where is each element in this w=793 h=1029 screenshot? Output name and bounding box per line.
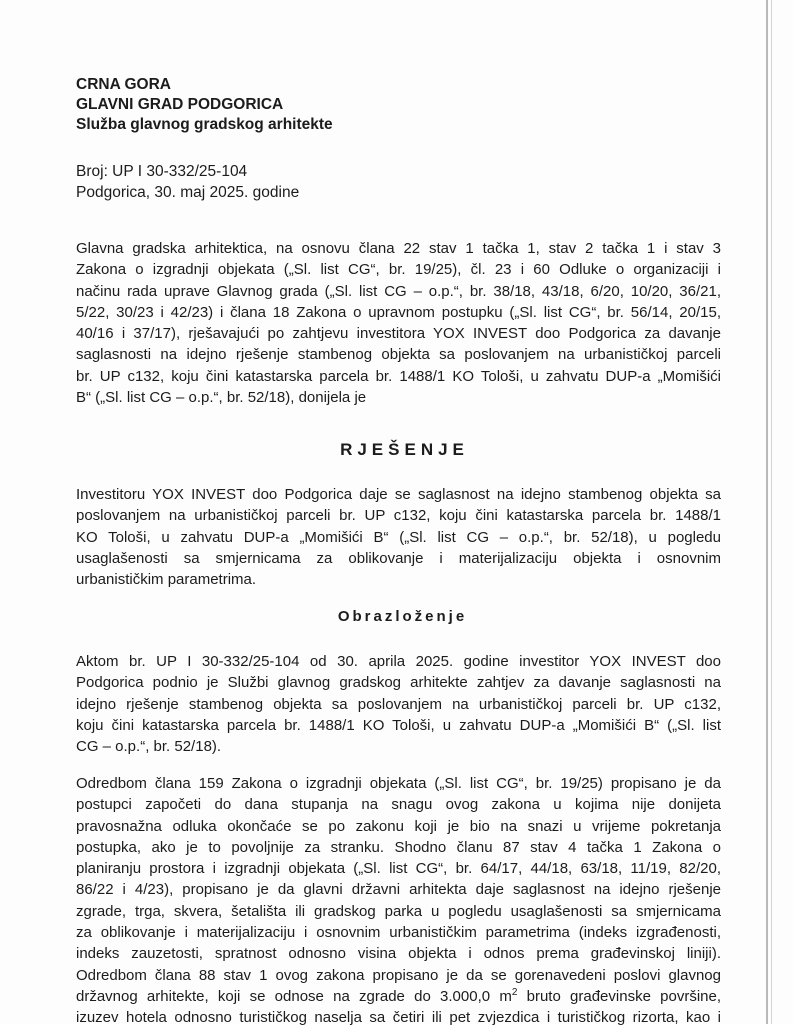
intro-paragraph [76,238,721,408]
decision-line: usaglašenosti sa smjernicama za oblikovanje i materijalizaciju objekta i osnovnim [76,549,721,567]
decision-line: urbanističkim parametrima. [76,571,257,589]
header-city: GLAVNI GRAD PODGORICA [76,96,284,113]
intro-line: Glavna gradska arhitektica, na osnovu člana 22 stav 1 tačka 1, stav 2 tačka 1 i stav 3 [76,240,721,257]
reasoning-line-area [76,986,721,1007]
intro-line: 40/16 i 37/17), rješavajući po zahtjevu investitora YOX INVEST doo Podgorica za davanje [76,325,721,343]
reasoning-line: pravosnažna odluka okončaće se po zakonu koji je bio na snazi u vrijeme pokretanja [76,817,721,835]
case-number: Broj: UP I 30-332/25-104 [76,163,248,180]
intro-line: načinu rada uprave Glavnog grada („Sl. list CG – o.p.“, br. 38/18, 43/18, 6/20, 10/20, 36/21, [76,282,721,300]
reasoning-line: postupka, ako je to povoljnije za stranku. Shodno članu 87 stav 4 tačka 1 Zakona o [76,838,721,856]
reasoning-line: za oblikovanje i materijalizaciju i osnovnim urbanističkim parametrima (indeks izgrađenosti, [76,924,721,942]
page-edge-line [766,0,768,1024]
decision-line: KO Tološi, u zahvatu DUP-a „Momišići B“ („Sl. list CG – o.p.“, br. 52/18), u pogledu [76,528,721,546]
reasoning-line: izuzev hotela odnosno turističkog naselja sa četiri ili pet zvjezdica i turističkog rizorta, kao i [76,1009,721,1027]
reasoning-line: Aktom br. UP I 30-332/25-104 od 30. aprila 2025. godine investitor YOX INVEST doo [76,653,721,670]
reasoning-line: zgrade, trga, skvera, šetališta ili gradskog parka u pogledu usaglašenosti sa smjernicama [76,902,721,920]
reasoning-paragraph-2 [76,773,721,1029]
intro-line: saglasnosti na idejno rješenje stambenog objekta sa poslovanjem na urbanističkoj parceli [76,346,721,364]
area-tail: bruto građevinske površine, [517,987,721,1005]
intro-line: br. UP c132, koju čini katastarska parcela br. 1488/1 KO Tološi, u zahvatu DUP-a „Momišići [76,367,721,385]
decision-line: poslovanjem na urbanističkoj parceli br. UP c132, koju čini katastarska parcela br. 1488/1 [76,507,721,525]
intro-line: Zakona o izgradnji objekata („Sl. list CG“, br. 19/25), čl. 23 i 60 Odluke o organizaciji i [76,261,721,279]
reasoning-title: Obrazloženje [337,608,468,625]
document-date: Podgorica, 30. maj 2025. godine [76,184,300,201]
reasoning-line: Odredbom člana 88 stav 1 ovog zakona propisano je da se gorenavedeni poslovi glavnog [76,966,721,984]
reasoning-line: postupci započeti do dana stupanja na snagu ovog zakona u kojima nije donijeta [76,796,721,814]
area-text: državnog arhitekte, koji se odnose na zgrade do 3.000,0 m [76,987,512,1005]
decision-paragraph [76,484,721,590]
reasoning-paragraph-1 [76,651,721,757]
document-header [76,75,333,135]
page-edge-line-secondary [771,0,772,1024]
reasoning-line: Odredbom člana 159 Zakona o izgradnji objekata („Sl. list CG“, br. 19/25) propisano je da [76,775,721,792]
intro-line: B“ („Sl. list CG – o.p.“, br. 52/18), donijela je [76,389,367,407]
reasoning-line: idejno rješenje stambenog objekta sa poslovanjem na urbanističkoj parceli br. UP c132, [76,695,721,713]
reasoning-line: CG – o.p.“, br. 52/18). [76,738,222,756]
reasoning-line: 86/22 i 4/23), propisano je da glavni državni arhitekta daje saglasnost na idejno rješenje [76,881,721,899]
header-office: Služba glavnog gradskog arhitekte [76,116,333,133]
document-meta [76,161,299,203]
reasoning-line: Podgorica podnio je Službi glavnog gradskog arhitekte zahtjev za davanje saglasnosti na [76,674,721,692]
header-country: CRNA GORA [76,76,172,93]
decision-line: Investitoru YOX INVEST doo Podgorica daje se saglasnost na idejno stambenog objekta sa [76,486,721,503]
reasoning-line: koju čini katastarska parcela br. 1488/1 KO Tološi, u zahvatu DUP-a „Momišići B“ („Sl. list [76,716,721,734]
reasoning-line: planiranju prostora i izgradnji objekata („Sl. list CG“, br. 64/17, 44/18, 63/18, 11/19, 82/20, [76,860,721,878]
reasoning-line: indeks zauzetosti, spratnost odnosno visina objekta i odnos prema građevinskoj liniji). [76,945,721,963]
intro-line: 5/22, 30/23 i 42/23) i člana 18 Zakona o upravnom postupku („Sl. list CG“, br. 56/14, 20/15, [76,303,721,321]
decision-title: RJEŠENJE [340,440,469,459]
area-superscript: 2 [511,986,518,998]
